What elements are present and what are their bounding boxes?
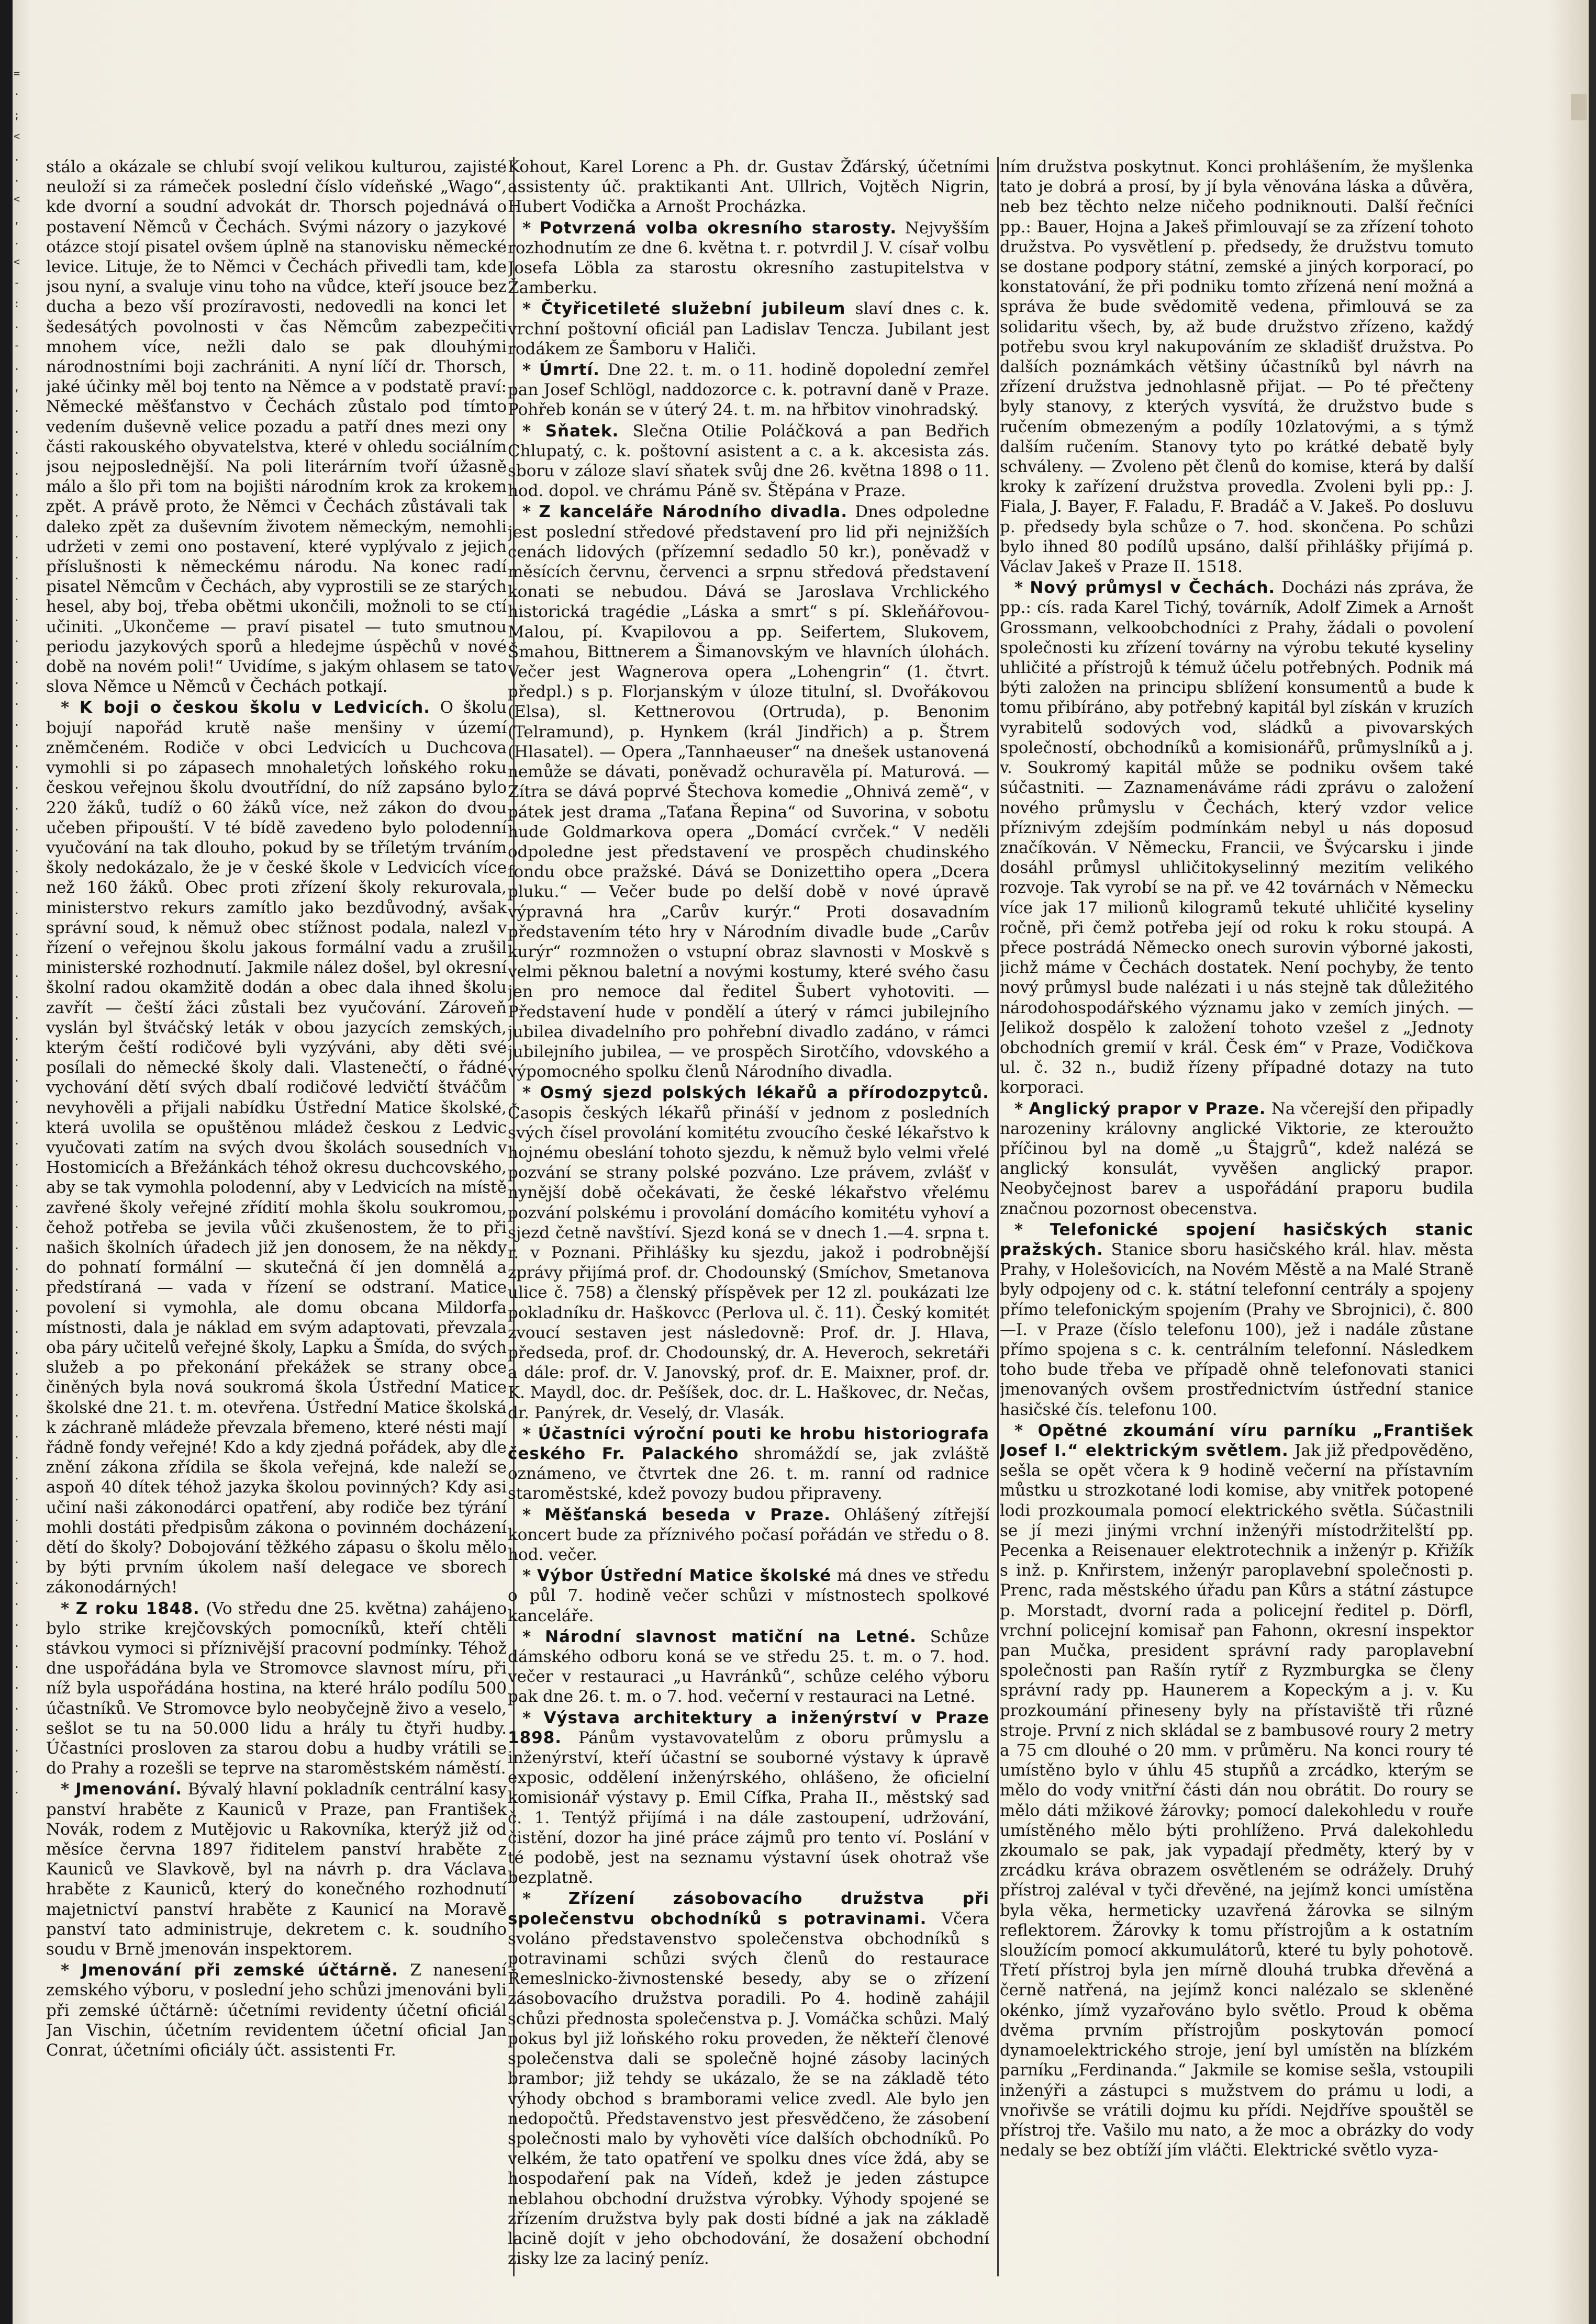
article-asterisk: * (61, 1780, 76, 1799)
text-column-1 (46, 157, 507, 2282)
article-asterisk: * (522, 361, 539, 380)
article-body: Docházi nás zpráva, že pp.: cís. rada Karel Tichý, továrník, Adolf Zimek a Arnošt Grossmann, velkoobchodníci z Prahy, žádali o povolení společnosti ku zřízení továrny na výrobu tekuté kyseliny uhličité a přístrojů k témuž účelu potřebných. Podnik má býti založen na principu sblížení konsumentů a bude k tomu přibíráno, aby potřebný kapitál byl získán v kruzích vyrabitelů sodových vod, sládků a pivovarských společností, obchodníků a komisionářů, průmyslníků a j. v. Soukromý kapitál může se podniku ovšem také súčastniti. — Zaznamenáváme rádi zprávu o založení nového průmyslu v Čechách, který vzdor velice příznivým zdejším podmínkám nebyl u nás doposud značíkován. V Německu, Francii, ve Švýcarsku i jinde dosáhl průmysl uhličitokyselinný mezitím velikého rozvoje. Tak vyrobí se na př. ve 42 továrnách v Německu více jak 17 milionů kilogramů tekuté uhličité kyseliny ročně, při čemž potřeba její od roku k roku stoupá. A přece postrádá Německo onech surovin výborné jakosti, jichž máme v Čechách dostatek. Není pochyby, že tento nový průmysl bude nalézati i u nás stejně tak důležitého národohospodářského významu jako v zemích jiných. — Jelikož dospělo k založení tohoto vzešel z „Jednoty obchodních gremií v král. Česk ém“ v Praze, Vodičkova ul. č. 32 n., budiž řízeny případné dotazy na tuto korporaci. (1000, 578, 1474, 1097)
article-paragraph (508, 1889, 989, 2269)
article-headline: Telefonické spojení hasičských stanic pražských. (1000, 1220, 1474, 1259)
article-headline: Výbor Ústřední Matice školské (537, 1566, 832, 1586)
article-headline: Z roku 1848. (75, 1599, 200, 1618)
article-paragraph (1000, 1421, 1474, 2161)
article-headline: K boji o českou školu v Ledvicích. (79, 698, 430, 717)
article-paragraph (508, 1566, 989, 1626)
article-asterisk: * (522, 502, 539, 522)
article-body: Včera svoláno představenstvo společenstva obchodníků s potravinami schůzi svých členů do restaurace Řemeslnicko-živnostenské besedy, aby se o zřízení zásobovacího družstva poradili. Po 4. hodině zahájil schůzi přednosta společenstva p. J. Vomáčka schůzi. Malý pokus byl již loňského roku proveden, že někteří členové společenstva dali se společně hojné zásoby laciných brambor; již tehdy se ukázalo, že se na základě této výhody obchod s bramborami velice zvedl. Ale bylo jen nedopočtů. Představenstvo jest přesvědčeno, že zásobení společnosti malo by vyhověti více dalších obchodníků. Po velkém, že tato opatření ve spolku dnes více ždá, aby se hospodaření pak na Vídeň, kdež je jeden zástupce neblahou obchodní družstva výrobky. Výhody spojené se zřízením družstva byly pak dosti bídné a jak na základě lacině dojít v jeho obchodování, že dosažení obchodní zisky lze za laciný peníz. (508, 1909, 989, 2269)
article-body: O školu bojují napořád krutě naše menšiny v území zněmčeném. Rodiče v obci Ledvicích u Duchcova vymohli si po zápasech mnohaletých loňského roku českou veřejnou školu dvoutřídní, do níž zapsáno bylo 220 žáků, tudíž o 60 žáků více, než zákon do dvou učeben připouští. V té bídě zavedeno bylo polodenní vyučování na tak dlouho, pokud by se tříletým trváním školy nedokázalo, že je v české škole v Ledvicích více než 160 žáků. Obec proti zřízení školy rekurovala, ministerstvo rekurs zamítlo jako bezdůvodný, avšak správní soud, k němuž obec stížnost podala, nalezl v řízení o veřejnou školu jakous formální vadu a zrušil ministerské rozhodnutí. Jakmile nález došel, byl okresní školní radou okamžitě dodán a obec dala ihned školu zavřít — čeští žáci zůstali bez vyučování. Zároveň vyslán byl štváčský leták v obou jazycích zemských, kterým čeští rodičové byli vyzýváni, aby děti své posílali do německé školy dali. Vlastenečtí, o řádné vychování dětí svých dbalí rodičové ledvičtí štváčům nevyhověli a přijali nabídku Ústřední Matice školské, která uvolila se opuštěnou mládež českou z Ledvic vyučovati zatím na svých dvou školách sousedních v Hostomicích a Břežánkách téhož okresu duchcovského, aby se tak vymohla polodenní, aby v Ledvicích na místě zavřené školy veřejné zřídití mohla školu soukromou, čehož potřeba se jevila vůči zkušenostem, že to při našich školních úřadech již jen donosem, že na někdy do pohnatí formální — skutečná čí jen domnělá a předstíraná — vada v řízení se odstraní. Matice povolení si vymohla, ale domu obcana Mildorfa místnosti, dala je náklad em svým adaptovati, převzala oba páry učitelů veřejné školy, Lapku a Šmída, do svých služeb a po překonání překážek se strany obce činěných byla nová soukromá škola Ústřední Matice školské dne 21. t. m. otevřena. Ústřední Matice školská k záchraně mládeže převzala břemeno, které nésti mají řádně fondy veřejné! Kdo a kdy zjedná pořádek, aby dle znění zákona zřídila se škola veřejná, kde naleží se aspoň 40 dítek téhož jazyka školou povinných? Kdy asi učiní naši zákonodárci opatření, aby rodiče bez týrání mohli dostáti předpisům zákona o povinném docházení dětí do školy? Dobojování těžkého zápasu o školu mělo by býti prvním úkolem naší delegace ve sborech zákonodárných! (46, 698, 507, 1597)
article-paragraph (46, 1599, 507, 1779)
article-asterisk: * (61, 1961, 82, 1980)
article-paragraph (46, 698, 507, 1597)
article-headline: Opětné zkoumání víru parníku „František Josef I.“ elektrickým světlem. (1000, 1421, 1474, 1460)
article-asterisk: * (1014, 578, 1030, 598)
article-asterisk: * (1014, 1099, 1029, 1118)
article-body: Z nanesení zemského výboru, v poslední jeho schůzi jmenováni byli při zemské účtárně: účetními revidenty účetní oficiál Jan Vischin, účetním revidentem účetní oficial Jan Conrat, účetními oficiály účt. assistenti Fr. (46, 1961, 507, 2060)
article-asterisk: * (522, 1627, 545, 1646)
article-headline: Úmrtí. (539, 361, 600, 380)
article-paragraph (1000, 578, 1474, 1097)
article-headline: Potvrzená volba okresního starosty. (539, 218, 897, 238)
article-paragraph (1000, 1099, 1474, 1219)
article-asterisk: * (522, 1708, 544, 1727)
article-asterisk: * (522, 1083, 540, 1103)
article-paragraph (1000, 157, 1474, 577)
article-asterisk: * (522, 1424, 538, 1443)
article-headline: Výstava architektury a inženýrství v Praze 1898. (508, 1708, 989, 1747)
article-asterisk: * (1014, 1421, 1038, 1440)
article-asterisk: * (1014, 1220, 1050, 1239)
page-tab-mark (1571, 94, 1587, 120)
article-asterisk: * (522, 218, 540, 238)
text-column-2 (508, 157, 989, 2282)
article-asterisk: * (61, 1599, 76, 1618)
article-headline: Čtyřicetileté služební jubileum (541, 299, 846, 319)
article-body: Časopis českých lékařů přináší v jednom z posledních svých čísel provolání komitétu zvoucího české lékařstvo k hojnému obeslání tohoto sjezdu, k němuž bylo velmi vřelé pozvání se strany polské pozváno. Lze právem, zvlášť v nynější době očekávati, že české lékařstvo vřelému pozvání polskému i provolání domácího komitétu vyhoví a sjezd četně navštíví. Sjezd koná se v dnech 1.—4. srpna t. r. v Poznani. Přihlášky ku sjezdu, jakož i podrobnější zprávy přijímá prof. dr. Chodounský (Smíchov, Smetanova ulice č. 758) a členský příspěvek per 12 zl. poukázati lze pokladníku dr. Haškovcc (Perlova ul. č. 11). Český komitét zvoucí sestaven jest následovně: Prof. dr. J. Hlava, předseda, prof. dr. Chodounský, dr. A. Heveroch, sekretáři a dále: prof. dr. V. Janovský, prof. dr. E. Maixner, prof. dr. K. Maydl, doc. dr. Pešíšek, doc. dr. L. Haškovec, dr. Nečas, dr. Panýrek, dr. Veselý, dr. Vlasák. (508, 1103, 989, 1422)
article-paragraph (46, 1960, 507, 2060)
article-headline: Jmenování při zemské účtárně. (81, 1961, 399, 1980)
scan-right-edge (1589, 0, 1596, 2324)
article-body: stálo a okázale se chlubí svojí velikou kulturou, zajisté neuloží si za rámeček poslední číslo vídeňské „Wago“, kde dvorní a soudní advokát dr. Thorsch pojednává o postavení Němců v Čechách. Svými názory o jazykové otázce stojí pisatel ovšem úplně na stanovisku německé levice. Lituje, že to Němci v Čechách přivedli tam, kde jsou nyní, a svaluje vinu toho na vůdce, kteří jsouce bez ducha a bezo vší prozíravosti, nedovedli na konci let šedesátých povolnosti v čas Němcům zabezpečiti mnohem více, nežli dalo se pak dlouhými národnostními boji zachrániti. A nyní líčí dr. Thorsch, jaké účinky měl boj tento na Němce a v podstatě praví: Německé měšťanstvo v Čechách zůstalo pod tímto vedením duševně velice pozadu a patří dnes mezi ony části rakouského obyvatelstva, které v ohledu sociálním jsou nejposlednější. Na poli literárním tvoří úžasně málo a šlo při tom na bojišti národním krok za krokem zpět. A právě proto, že Němci v Čechách zůstávali tak daleko zpět za duševním životem německým, nemohli udržeti v zemi ono postavení, které vyplývalo z jejich příslušnosti k německému národu. Na konec radí pisatel Němcům v Čechách, aby vyprostili se ze starých hesel, aby boj, třeba obětmi ukončili, možnoli to se ctí učiniti. „Ukončeme — praví pisatel — tuto smutnou periodu jazykových sporů a hledejme úspěchů v nové době na novém poli!“ Uvidíme, s jakým ohlasem se tato slova Němce u Němců v Čechách potkají. (46, 158, 507, 697)
article-body: slaví dnes c. k. vrchní poštovní oficiál pan Ladislav Tencza. Jubilant jest rodákem ze Šamboru v Haliči. (508, 299, 989, 358)
article-paragraph (508, 360, 989, 420)
article-paragraph (508, 1627, 989, 1707)
article-paragraph (46, 1779, 507, 1959)
article-body: Pánům vystavovatelům z oboru průmyslu a inženýrství, kteří účastní se souborné výstavy k úpravě exposic, oddělení inženýrského, ohlášeno, že oficielní komisionář výstavy p. Emil Cífka, Praha II., městský sad č. 1. Tentýž přijímá i na dále zastoupení, udržování, čistění, dozor ha jiné práce zájmů pro tento ví. Poslání v té podobě, jest na seznamu výstavní úsek ohotraž vše bezplatně. (508, 1728, 989, 1888)
article-asterisk: * (522, 1505, 545, 1524)
article-asterisk: * (61, 698, 80, 717)
article-paragraph (508, 218, 989, 298)
article-headline: Sňatek. (545, 421, 619, 441)
scan-left-edge (0, 0, 13, 2324)
article-body: Nejvyšším rozhodnutím ze dne 6. května t. r. potvrdil J. V. císař volbu Josefa Löbla za starostu okresního zastupitelstva v Žamberku. (508, 218, 989, 298)
article-asterisk: * (522, 1889, 568, 1908)
article-paragraph (508, 157, 989, 217)
article-body: ním družstva poskytnut. Konci prohlášením, že myšlenka tato je dobrá a prosí, by jí byla věnována láska a důvěra, neb bez těchto nelze ničeho podniknouti. Další řečníci pp.: Bauer, Hojna a Jakeš přimlouvají se za zřízení tohoto družstva. Po vysvětlení p. předsedy, že družstvu tomuto se dostane podpory státní, zemské a jiných korporací, po konstatování, že při podniku tomto zřízená není možná a správa že bude svědomitě vedena, přimlouvá se za solidaritu všech, by, až bude družstvo zřízeno, každý potřebu svou kryl nakupováním ze skladišť družstva. Po dalších poznámkách většiny účastníků byl návrh na zřízení družstva jednohlasně přijat. — Po té přečteny byly stanovy, z kterých vysvítá, že družstvo bude s ručením obmezeným a podíly 10zlatovými, a s týmž dalším ručením. Stanovy tyto po krátké debatě byly schváleny. — Zvoleno pět členů do komise, která by další kroky k zařízení družstva provedla. Zvoleni byli pp.: J. Fiala, J. Bayer, F. Faladu, F. Bradáč a V. Jakeš. Po dosluvu p. předsedy byla schůze o 7. hod. skončena. Po schůzi bylo ihned 80 podílů upsáno, další přihlášky přijímá p. Václav Jakeš v Praze II. 1518. (1000, 158, 1474, 577)
article-asterisk: * (522, 421, 545, 441)
article-body: Bývalý hlavní pokladník centrální kasy panství hraběte z Kauniců v Praze, pan František Novák, rodem z Mutějovic u Rakovníka, kterýž již od měsíce června 1897 řiditelem panství hraběte z Kauniců ve Slavkově, byl na návrh p. dra Václava hraběte z Kauniců, který do konečného rozhodnutí majetnictví panství hraběte z Kaunicí na Moravě panství tato administruje, dekretem c. k. soudního soudu v Brně jmenován inspektorem. (46, 1780, 507, 1959)
article-paragraph (508, 421, 989, 501)
article-asterisk: * (522, 299, 541, 319)
article-headline: Nový průmysl v Čechách. (1030, 578, 1276, 598)
article-headline: Jmenování. (75, 1780, 182, 1799)
article-paragraph (508, 1505, 989, 1565)
article-paragraph (46, 157, 507, 697)
article-paragraph (508, 1708, 989, 1888)
article-headline: Osmý sjezd polských lékařů a přírodozpytců. (540, 1083, 989, 1103)
article-headline: Měšťanská beseda v Praze. (544, 1505, 831, 1524)
article-asterisk: * (522, 1566, 537, 1586)
article-body: Stanice sboru hasičského král. hlav. města Prahy, v Holešovicích, na Novém Městě a na Malé Straně byly odpojeny od c. k. státní telefonní centrály a spojeny přímo telefonickým spojením (Prahy ve Sbrojnici), č. 800—I. v Praze (číslo telefonu 100), jež i nadále zůstane přímo spojena s c. k. centrálním telefonní. Následkem toho bude třeba ve případě ohně telefonovati stanici jmenovaných ovšem prostřednictvím ústřední stanice hasičské čís. telefonu 100. (1000, 1240, 1474, 1419)
article-headline: Z kanceláře Národního divadla. (539, 502, 848, 522)
margin-bleed-marks: = · ; < . . < , . < - : . - . , . . . . . . . . . . . . . . . . . . . . . . . . . . . . . . . . . . . . . . . . . . . . . . . . . . . . . . . . . . . . . . . . . . . (14, 67, 20, 1796)
article-headline: Účastníci výroční pouti ke hrobu historiografa českého Fr. Palackého (508, 1424, 989, 1463)
article-body: má dnes ve středu o půl 7. hodině večer schůzi v místnostech spolkové kanceláře. (508, 1566, 989, 1625)
article-body: Dnes odpoledne jest poslední středové představení pro lid při nejnižších cenách lidových (přízemní sedadlo 50 kr.), poněvadž v měsících červnu, červenci a srpnu středová představení konati se nebudou. Dává se Jaroslava Vrchlického historická tragédie „Láska a smrt“ s pí. Skleňářovou-Malou, pí. Kvapilovou a pp. Seifertem, Slukovem, Šmahou, Bittnerem a Šimanovským ve hlavních úlohách. Večer jest Wagnerova opera „Lohengrin“ (1. čtvrt. předpl.) s p. Florjanským v úloze titulní, sl. Dvořákovou (Elsa), sl. Kettnerovou (Ortruda), p. Benonim (Telramund), p. Hynkem (král Jindřich) a p. Štrem (Hlasatel). — Opera „Tannhaeuser“ na dnešek ustanovená nemůže se dávati, poněvadž ochuravěla pí. Maturová. — Zítra se dává poprvé Štechova komedie „Ohnivá země“, v pátek jest drama „Taťana Řepina“ od Suvorina, v sobotu hude Goldmarkova opera „Domácí cvrček.“ V neděli odpoledne jest představení ve prospěch chudinského fondu obce pražské. Dává se Donizettiho opera „Dcera pluku.“ — Večer bude po delší době v nové úpravě výpravná hra „Carův kurýr.“ Proti dosavadním představením této hry v Národním divadle bude „Carův kurýr“ rozmnožen o vstupní obraz slavnosti v Moskvě s velmi pěknou baletní a novými kostumy, které svého času jen pro nemoce dal ředitel Šubert vyhotoviti. — Představení hude v pondělí a úterý v rámci jubilejního jubilea divadelního pro pohřební divadlo zadáno, v rámci jubilejního jubilea, — ve prospěch Sirotčího, vdovského a výpomocného spolku členů Národního divadla. (508, 502, 989, 1082)
article-body: shromáždí se, jak zvláště oznámeno, ve čtvrtek dne 26. t. m. ranní od radnice staroměstské, kdež povozy budou připraveny. (508, 1444, 989, 1503)
article-paragraph (1000, 1220, 1474, 1420)
column-rule (997, 157, 999, 2276)
article-body: Jak již předpověděno, sešla se opět včera k 9 hodině večerní na přístavním můstku u strozkotané lodi komise, aby vnitřek potopené lodi prozkoumala pomocí elektrického světla. Súčastnili se jí mezi jinými vrchní inženýři místodržitelští pp. Pecenka a Reisenauer elektrotechnik a inženýr p. Křižík s inž. p. Knřirstem, inženýr paroplavební společnosti p. Prenc, rada městského úřadu pan Kůrs a státní zástupce p. Morstadt, dvorní rada a policejní ředitel p. Dörfl, vrchní policejní komisař pan Fahonn, okresní inspektor pan Mučka, president správní rady paroplavební společnosti pan Rašín rytíř z Ryzmburgka se členy správní rady pp. Haunerem a Kopeckým a j. v. Ku prozkoumání přineseny byly na přístaviště tři různé stroje. První z nich skládal se z bambusové roury 2 metry a 75 cm dlouhé o 20 mm. v průměru. Na konci roury té umístěno bylo v úhlu 45 stupňů a zrcádko, kterým se mělo do vody vnitřní části dán nou obrátit. Do roury se mělo dáti mžikové žárovky; pomocí dalekohledu v rouře umístěného mělo býti prohlíženo. Prvá dalekohledu zkoumalo se pak, jak vypadají předměty, který by v zrcádku kráva obrazem osvětleném se odrážely. Druhý přístroj zaléval v tyči dřevěné, na jejímž konci umístěna byla věka, hermeticky uzavřená žárovka se silným reflektorem. Žárovky k tomu přístrojům a k ostatním sloužícím pomocí akkumulátorů, které tu byly pohotově. Třetí přístroj byla jen mírně dlouhá trubka dřevěná a černě natřená, na jejímž konci nalézalo se skleněné okénko, jímž vyzařováno bylo světlo. Proud k oběma dvěma prvním přístrojům poskytován pomocí dynamoelektrického stroje, jení byl umístěn na blízkém parníku „Ferdinanda.“ Jakmile se komise sešla, vstoupili inženýři a zástupci s mužstvem do prámu u lodi, a vnořivše se vrátili dojmu ku přídi. Nejdříve spouštěl se přístroj tře. Vašilo mu nato, a že moc a obrázky do vody nedaly se bez obtíží jím vláčti. Elektrické světlo vyza- (1000, 1441, 1474, 2160)
article-body: Schůze dámského odboru koná se ve středu 25. t. m. o 7. hod. večer v restauraci „u Havránků“, schůze celého výboru pak dne 26. t. m. o 7. hod. večerní v restauraci na Letné. (508, 1627, 989, 1706)
article-body: Dne 22. t. m. o 11. hodině dopolední zemřel pan Josef Schlögl, naddozorce c. k. potravní daně v Praze. Pohřeb konán se v úterý 24. t. m. na hřbitov vinohradský. (508, 361, 989, 420)
article-paragraph (508, 1424, 989, 1504)
article-body: Slečna Otilie Poláčková a pan Bedřich Chlupatý, c. k. poštovní asistent a c. a k. akcesista zás. sboru v záloze slaví sňatek svůj dne 26. května 1898 o 11. hod. dopol. ve chrámu Páně sv. Štěpána v Praze. (508, 421, 989, 501)
text-column-3 (1000, 157, 1474, 2282)
article-paragraph (508, 299, 989, 359)
article-paragraph (508, 502, 989, 1082)
article-paragraph (508, 1083, 989, 1422)
article-headline: Národní slavnost matiční na Letné. (545, 1627, 917, 1646)
article-headline: Anglický prapor v Praze. (1029, 1099, 1266, 1118)
article-body: Na včerejší den připadly narozeniny královny anglické Viktorie, ze kteroužto příčinou byl na domě „u Štajgrů“, kdež nalézá se anglický konsulát, vyvěšen anglický prapor. Neobyčejnost barev a uspořádání praporu budila značnou pozornost obecenstva. (1000, 1099, 1474, 1218)
article-body: Ohlášený zítřejší koncert bude za příznivého počasí pořádán ve středu o 8. hod. večer. (508, 1505, 989, 1565)
article-body: Kohout, Karel Lorenc a Ph. dr. Gustav Žďárský, účetními assistenty úč. praktikanti Ant. Ullrich, Vojtěch Nigrin, Hubert Vodička a Arnošt Procházka. (508, 158, 989, 217)
article-headline: Zřízení zásobovacího družstva při společenstvu obchodníků s potravinami. (508, 1889, 989, 1928)
article-body: (Vo středu dne 25. května) zahájeno bylo strike krejčovských pomocníků, kteří chtěli stávkou vymoci si příznivější pracovní podmínky. Téhož dne uspořádána byla ve Stromovce slavnost míru, při níž byla uspořádána hostina, na které hrálo podílu 500 účastníků. Ve Stromovce bylo neobyčejně živo a veselo, sešlot se tu na 50.000 lidu a hrály tu čtyři hudby. Účastníci prosloven za starou dobu a hudby vrátili se do Prahy a rozešli se teprve na staroměstském náměstí. (46, 1599, 507, 1778)
